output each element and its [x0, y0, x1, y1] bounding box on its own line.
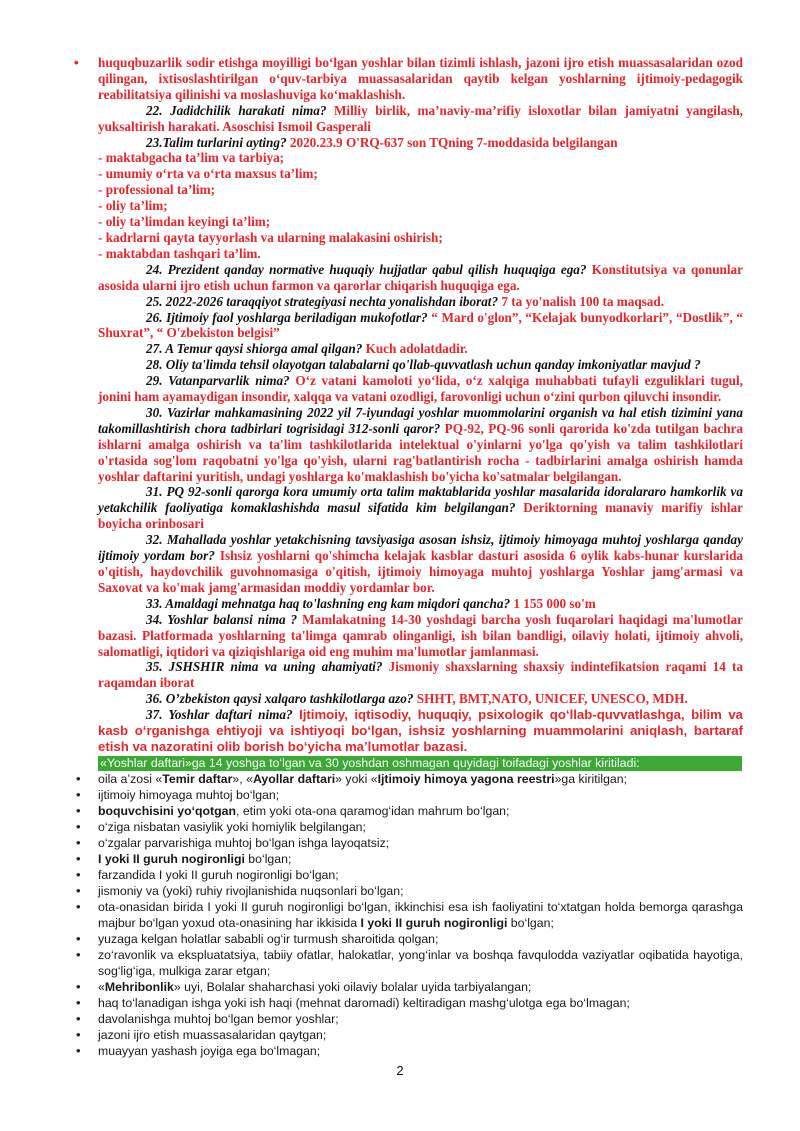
bullet-icon: •	[76, 899, 81, 915]
question-24: 24. Prezident qanday normative huquqiy hujjatlar qabul qilish huquqiga ega? Konstitutsiya va qonunlar asosida ularni ijro etish uchun farmon va qarorlar chiqarish huquqiga ega.	[98, 261, 743, 293]
document-page	[74, 55, 744, 1059]
bullet-icon: •	[76, 1043, 81, 1059]
bullet-icon: •	[76, 995, 81, 1011]
list-item: - maktabdan tashqari ta’lim.	[98, 245, 261, 261]
bullet-icon: •	[76, 867, 81, 883]
page-number: 2	[396, 1063, 404, 1078]
list-item: • haq to‘lanadigan ishga yoki ish haqi (mehnat daromadi) keltiradigan mashg‘ulotga ega bo‘lmagan;	[76, 995, 630, 1011]
list-item: • o‘zgalar parvarishiga muhtoj bo‘lgan ishga layoqatsiz;	[76, 835, 390, 851]
education-types-list	[98, 150, 743, 261]
question-36: 36. O’zbekiston qaysi xalqaro tashkilotlarga azo? SHHT, BMT,NATO, UNICEF, UNESCO, MDH.	[146, 691, 688, 707]
bullet-icon: •	[76, 787, 81, 803]
bullet-icon: •	[76, 835, 81, 851]
list-item: • muayyan yashash joyiga ega bo‘lmagan;	[76, 1043, 321, 1059]
bullet-icon: •	[74, 55, 79, 70]
bullet-icon: •	[76, 883, 81, 899]
question-26: 26. Ijtimoiy faol yoshlarga beriladigan mukofotlar? “ Mard o'glon”, “Kelajak bunyodkorlari”, “Dostlik”, “ Shuxrat”, “ O'zbekiston belgisi”	[98, 309, 743, 341]
bullet-icon: •	[76, 851, 81, 867]
list-item: • ota-onasidan birida I yoki II guruh nogironligi bo‘lgan, ikkinchisi esa ish faoliyatini to‘xtatgan holda bemorga qarashga majbur bo‘lgan yoxud ota-onasining har ikkisida I yoki II guruh nogironligi bo‘lgan;	[76, 899, 743, 931]
question-25: 25. 2022-2026 taraqqiyot strategiyasi nechta yonalishdan iborat? 7 ta yo'nalish 100 ta maqsad.	[146, 293, 665, 309]
question-37: 37. Yoshlar daftari nima? Ijtimoiy, iqtisodiy, huquqiy, psixologik qo‘llab-quvvatlashga, bilim va kasb o‘rganishga ehtiyoji va ishtiyoqi bo‘lgan, ishsiz yoshlarning muammolarini aniqlash, bartaraf etish va nazoratini olib borish bo‘yicha ma’lumotlar bazasi.	[98, 707, 743, 755]
question-22: 22. Jadidchilik harakati nima? Milliy birlik, ma’naviy-ma’rifiy isloxotlar bilan jamiyatni yangilash, yuksaltirish harakati. Asoschisi Ismoil Gasperali	[98, 102, 743, 134]
bullet-icon: •	[76, 803, 81, 819]
list-item: - oliy ta’lim;	[98, 198, 168, 214]
list-item: • davolanishga muhtoj bo‘lgan bemor yoshlar;	[76, 1011, 339, 1027]
bullet-icon: •	[76, 771, 81, 787]
intro-paragraph: • huquqbuzarlik sodir etishga moyilligi bo‘lgan yoshlar bilan tizimli ishlash, jazoni ijro etish muassasalaridan ozod qilingan, ixtisoslashtirilgan o‘quv-tarbiya muassasalaridan qaytib kelgan yoshlarning ijtimoiy-pedagogik reabilitatsiya qilinishi va moslashuviga ko‘maklashish.	[74, 55, 743, 102]
bullet-icon: •	[76, 979, 81, 995]
bullet-icon: •	[76, 1027, 81, 1043]
list-item: • o‘ziga nisbatan vasiylik yoki homiylik belgilangan;	[76, 819, 366, 835]
list-item: - maktabgacha ta’lim va tarbiya;	[98, 150, 285, 166]
list-item: • zo‘ravonlik va ekspluatatsiya, tabiiy ofatlar, halokatlar, yong‘inlar va boshqa favqulodda vaziyatlar oqibatida hayotiga, sog‘lig‘iga, mulkiga zarar etgan;	[76, 947, 743, 979]
youth-categories-list	[76, 771, 743, 1059]
question-32: 32. Mahallada yoshlar yetakchisning tavsiyasiga asosan ishsiz, ijtimoiy himoyaga muhtoj yoshlarga qanday ijtimoiy yordam bor? Ishsiz yoshlarni qo'shimcha kelajak kasblar dasturi asosida 6 oylik kabs-hunar kurslarida o'qitish, haydovchilik guvohnomasiga o'qitish, ijtimoiy himoyaga muhtoj yoshlarga Yoshlar jamg'armasi va Saxovat va ko'mak jamg'armasidan moddiy yordamlar bor.	[98, 532, 743, 595]
question-30: 30. Vazirlar mahkamasining 2022 yil 7-iyundagi yoshlar muommolarini organish va hal etish tizimini yana takomillashtirish chora tadbirlari togrisidagi 312-sonli qaror? PQ-92, PQ-96 sonli qarorida ko'zda tutilgan bachra ishlarni amalga oshirish va ta'lim tashkilotlarida intelektual o'yinlarni yo'lga qo'yish va talim tashkilotlari o'rtasida sog'lom raqobatni yo'lga qo'yish, ularni rag'batlantirish rocha - tadbirlarini amalga oshirish hamda yoshlar daftarini yuritish, undagi yoshlarga ko'maklashish bo'yicha ko'satmalar belgilangan.	[98, 404, 743, 484]
question-23: 23.Talim turlarini ayting? 2020.23.9 O'RQ-637 son TQning 7-moddasida belgilangan	[146, 134, 618, 150]
question-27: 27. A Temur qaysi shiorga amal qilgan? Kuch adolatdadir.	[146, 341, 468, 357]
list-item: • yuzaga kelgan holatlar sababli og‘ir turmush sharoitida qolgan;	[76, 931, 439, 947]
list-item: • jazoni ijro etish muassasalaridan qaytgan;	[76, 1027, 327, 1043]
question-33: 33. Amaldagi mehnatga haq to'lashning eng kam miqdori qancha? 1 155 000 so'm	[146, 595, 596, 611]
bullet-icon: •	[76, 1011, 81, 1027]
list-item: - professional ta’lim;	[98, 182, 215, 198]
list-item: • farzandida I yoki II guruh nogironligi bo‘lgan;	[76, 867, 339, 883]
list-item: - umumiy o‘rta va o‘rta maxsus ta’lim;	[98, 166, 318, 182]
list-item: • I yoki II guruh nogironligi bo‘lgan;	[76, 851, 292, 867]
bullet-icon: •	[76, 931, 81, 947]
list-item: • oila a’zosi «Temir daftar», «Ayollar daftari» yoki «Ijtimoiy himoya yagona reestri»ga kiritilgan;	[76, 771, 628, 787]
list-item: • jismoniy va (yoki) ruhiy rivojlanishida nuqsonlari bo‘lgan;	[76, 883, 404, 899]
question-34: 34. Yoshlar balansi nima ? Mamlakatning 14-30 yoshdagi barcha yosh fuqarolari haqidagi ma'lumotlar bazasi. Platformada yoshlarning ta'limga qamrab olinganligi, ish bilan bandligi, oilaviy holati, ijtimoiy ahvoli, salomatligi, iqtidori va qiziqishlariga oid eng muhim ma'lumotlar jamlanmasi.	[98, 611, 743, 659]
bullet-icon: •	[76, 947, 81, 963]
list-item: • boquvchisini yo‘qotgan, etim yoki ota-ona qaramog‘idan mahrum bo‘lgan;	[76, 803, 510, 819]
bullet-icon: •	[76, 819, 81, 835]
list-item: • ijtimoiy himoyaga muhtoj bo‘lgan;	[76, 787, 280, 803]
list-item: - kadrlarni qayta tayyorlash va ularning malakasini oshirish;	[98, 229, 443, 245]
list-item: - oliy ta’limdan keyingi ta’lim;	[98, 214, 271, 230]
category-banner: «Yoshlar daftari»ga 14 yoshga to‘lgan va 30 yoshdan oshmagan quyidagi toifadagi yoshlar kiritiladi:	[98, 756, 742, 771]
question-35: 35. JSHSHIR nima va uning ahamiyati? Jismoniy shaxslarning shaxsiy indintefikatsion raqami 14 ta raqamdan iborat	[98, 659, 743, 691]
question-28: 28. Oliy ta'limda tehsil olayotgan talabalarni qo'llab-quvvatlash uchun qanday imkoniyatlar mavjud ?	[146, 357, 701, 373]
question-31: 31. PQ 92-sonli qarorga kora umumiy orta talim maktablarida yoshlar masalarida idoralararo hamkorlik va yetakchilik faoliyatiga komaklashishda masul sifatida kim belgilangan? Deriktorning manaviy marifiy ishlar boyicha orinbosari	[98, 484, 744, 532]
list-item: • «Mehribonlik» uyi, Bolalar shaharchasi yoki oilaviy bolalar uyida tarbiyalangan;	[76, 979, 532, 995]
question-29: 29. Vatanparvarlik nima? O‘z vatani kamoloti yo‘lida, o‘z xalqiga muhabbati tufayli ezguliklari tugul, jonini ham ayamaydigan insondir, xalqqa va vatani ozodligi, farovonligi uchun o‘zini qurbon qiluvchi insondir.	[98, 373, 743, 405]
